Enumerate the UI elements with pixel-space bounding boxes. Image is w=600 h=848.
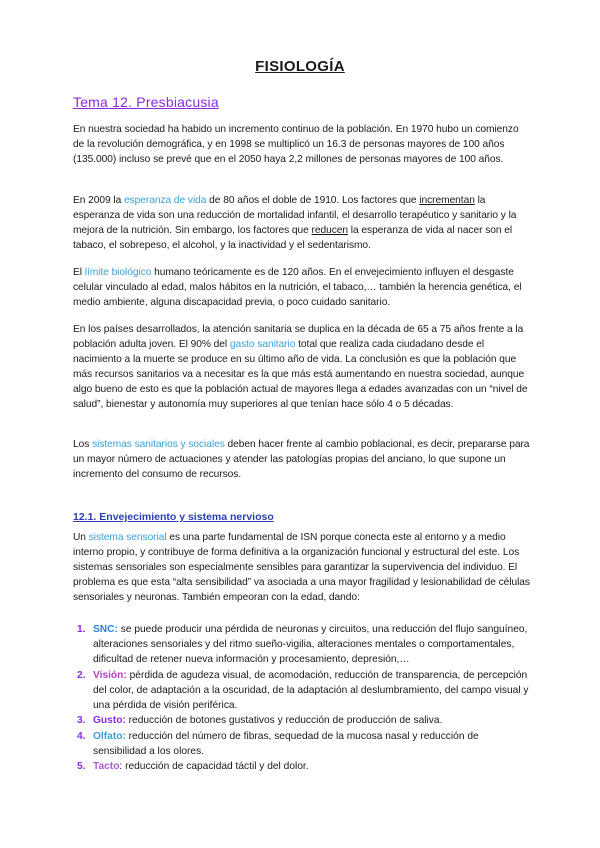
list-text: pérdida de agudeza visual, de acomodación, reducción de transparencia, de percepción del color, de adaptación a la oscuridad, de la adaptación al deslumbramiento, del campo visual y una pérdida de visión periférica. — [93, 669, 529, 711]
paragraph-population: En nuestra sociedad ha habido un incremento continuo de la población. En 1970 hubo un comienzo de la revolución demográfica, y en 1998 se multiplicó un 16.3 de personas mayores de 100 años (135.000) incluso se prevé que en el 2050 haya 2,2 millones de personas mayores de 100 años. — [73, 124, 519, 165]
text-run: total que realiza cada ciudadano desde el nacimiento a la muerte se produce en su último año de vida. La conclusión es que la población que más recursos sanitarios va a necesitar es la que más está aumentando en nuestra sociedad, aunque algo bueno de esto es que la población actual de mayores llega a edades avanzadas con un “nivel de salud”, bienestar y autonomía muy superiores al que tenían hace sólo 4 o 5 décadas. — [73, 339, 528, 410]
list-item — [73, 622, 531, 667]
paragraph-health-spending — [73, 322, 531, 412]
text-run: En los países desarrollados, la atención sanitaria se duplica en la década de 65 a 75 años frente a la población adulta joven. El 90% del — [73, 324, 524, 350]
topic-heading: Tema 12. Presbiacusia — [73, 94, 219, 110]
list-item — [73, 759, 531, 774]
list-number: 2. — [77, 669, 86, 681]
list-text: se puede producir una pérdida de neuronas y circuitos, una reducción del flujo sanguíneo, alteraciones sensoriales y del ritmo sueño-vigilia, alteraciones mentales o comportamentales, dificultad de retener nueva información y procesamiento, depresión,… — [93, 624, 528, 665]
sensory-changes-list — [73, 622, 531, 775]
list-number: 3. — [77, 715, 86, 726]
paragraph-health-systems — [73, 437, 531, 482]
list-item — [73, 713, 531, 728]
paragraph-biological-limit — [73, 265, 531, 310]
list-term: Visión: — [93, 669, 127, 681]
text-run: es una parte fundamental de ISN porque conecta este al entorno y a medio interno propio, y contribuye de forma definitiva a la organización funcional y estructural del este. Los sistemas sensoriales son especialmente sensibles para garantizar la supervivencia del individuo. El problema es que esta “alta sensibilidad” va asociada a una mayor fragilidad y lesionabilidad de células sensoriales y neuronas. También empeoran con la edad, dando: — [73, 532, 530, 603]
list-term: Gusto: — [93, 715, 126, 726]
list-term: Tacto — [93, 761, 120, 772]
paragraph-sensory-system — [73, 530, 531, 605]
text-run: El — [73, 267, 85, 278]
text-run: En 2009 la — [73, 195, 124, 206]
list-number: 1. — [77, 624, 86, 635]
highlight-term: gasto sanitario — [229, 339, 296, 350]
highlight-term: límite biológico — [84, 267, 152, 278]
text-run: la esperanza de vida al nacer son el tabaco, el sobrepeso, el alcohol, y la inactividad y el sedentarismo. — [73, 225, 513, 251]
list-text: : reducción de capacidad táctil y del dolor. — [119, 761, 309, 772]
paragraph-life-expectancy — [73, 193, 531, 253]
list-number: 5. — [77, 761, 86, 772]
list-text: reducción de botones gustativos y reducción de producción de saliva. — [125, 715, 443, 726]
list-term: Olfato: — [93, 730, 126, 742]
text-run: Los — [73, 439, 93, 450]
document-title: FISIOLOGÍA — [255, 58, 345, 75]
highlight-term: sistema sensorial — [88, 532, 167, 543]
text-run: Un — [73, 532, 89, 543]
text-run: la esperanza de vida son una reducción de mortalidad infantil, el desarrollo terapéutico y sanitario y la mejora de la nutrición. Sin embargo, los factores que — [73, 195, 517, 236]
section-heading: 12.1. Envejecimiento y sistema nervioso — [73, 511, 274, 523]
text-run: humano teóricamente es de 120 años. En el envejecimiento influyen el desgaste celular vinculado al edad, malos hábitos en la nutrición, el tabaco,… también la herencia genética, el medio ambiente, alguna discapacidad previa, o poco cuidado sanitario. — [73, 267, 522, 308]
highlight-term: esperanza de vida — [124, 195, 207, 206]
text-run: deben hacer frente al cambio poblacional, es decir, prepararse para un mayor número de actuaciones y atender las patologías propias del anciano, lo que supone un incremento del consumo de recursos. — [73, 439, 530, 480]
list-item — [73, 729, 531, 759]
underlined-term: incrementan — [419, 195, 475, 206]
list-term: SNC: — [93, 624, 118, 635]
list-text: reducción del número de fibras, sequedad de la mucosa nasal y reducción de sensibilidad a los olores. — [93, 730, 479, 757]
list-number: 4. — [77, 730, 86, 742]
highlight-term: sistemas sanitarios y sociales — [92, 439, 225, 450]
underlined-term: reducen — [311, 225, 349, 236]
list-item — [73, 668, 531, 713]
text-run: de 80 años el doble de 1910. Los factores que — [206, 195, 420, 206]
